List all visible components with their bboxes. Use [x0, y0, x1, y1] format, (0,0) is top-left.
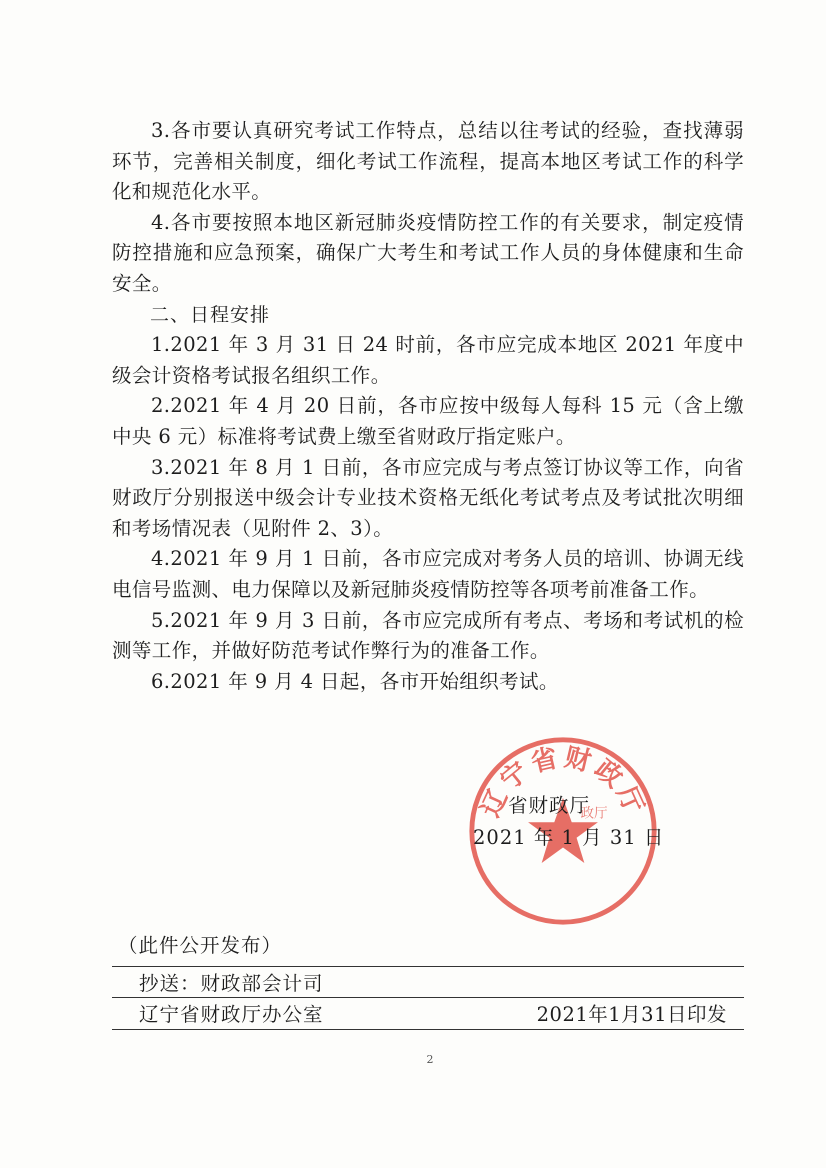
paragraph-item-3: 3.各市要认真研究考试工作特点，总结以往考试的经验，查找薄弱环节，完善相关制度，细化考试工作流程，提高本地区考试工作的科学化和规范化水平。 — [112, 119, 744, 204]
signature-org: 省财政厅 — [508, 794, 591, 817]
schedule-item-2: 2.2021 年 4 月 20 日前，各市应按中级每人每科 15 元（含上缴中央 6 元）标准将考试费上缴至省财政厅指定账户。 — [112, 394, 744, 448]
footer-rule-middle — [112, 997, 744, 998]
schedule-item-6: 6.2021 年 9 月 4 日起，各市开始组织考试。 — [151, 669, 559, 693]
schedule-item-4: 4.2021 年 9 月 1 日前，各市应完成对考务人员的培训、协调无线电信号监测、电力保障以及新冠肺炎疫情防控等各项考前准备工作。 — [112, 547, 744, 601]
schedule-item-1: 1.2021 年 3 月 31 日 24 时前，各市应完成本地区 2021 年度中级会计资格考试报名组织工作。 — [112, 333, 744, 387]
signature-date: 2021 年 1 月 31 日 — [473, 826, 665, 849]
schedule-item-3: 3.2021 年 8 月 1 日前，各市应完成与考点签订协议等工作，向省财政厅分别报送中级会计专业技术资格无纸化考试考点及考试批次明细和考场情况表（见附件 2、3）。 — [112, 455, 744, 540]
issue-date: 2021年1月31日印发 — [536, 1003, 727, 1026]
paragraph-item-4: 4.各市要按照本地区新冠肺炎疫情防控工作的有关要求，制定疫情防控措施和应急预案，确保广大考生和考试工作人员的身体健康和生命安全。 — [112, 210, 744, 295]
schedule-item-5: 5.2021 年 9 月 3 日前，各市应完成所有考点、考场和考试机的检测等工作，并做好防范考试作弊行为的准备工作。 — [112, 608, 744, 663]
footer-rule-top — [112, 966, 744, 967]
issuing-office: 辽宁省财政厅办公室 — [139, 1003, 324, 1026]
seal-center-mark: 政厅 — [580, 805, 608, 822]
cc-line: 抄送：财政部会计司 — [139, 972, 324, 995]
page-number: 2 — [426, 1053, 434, 1066]
document-body — [112, 116, 744, 697]
section-heading-schedule: 二、日程安排 — [150, 303, 271, 326]
footer-rule-bottom — [112, 1029, 744, 1030]
publish-note: （此件公开发布） — [118, 934, 283, 957]
seal-text: 辽宁省财政厅 — [474, 741, 652, 822]
